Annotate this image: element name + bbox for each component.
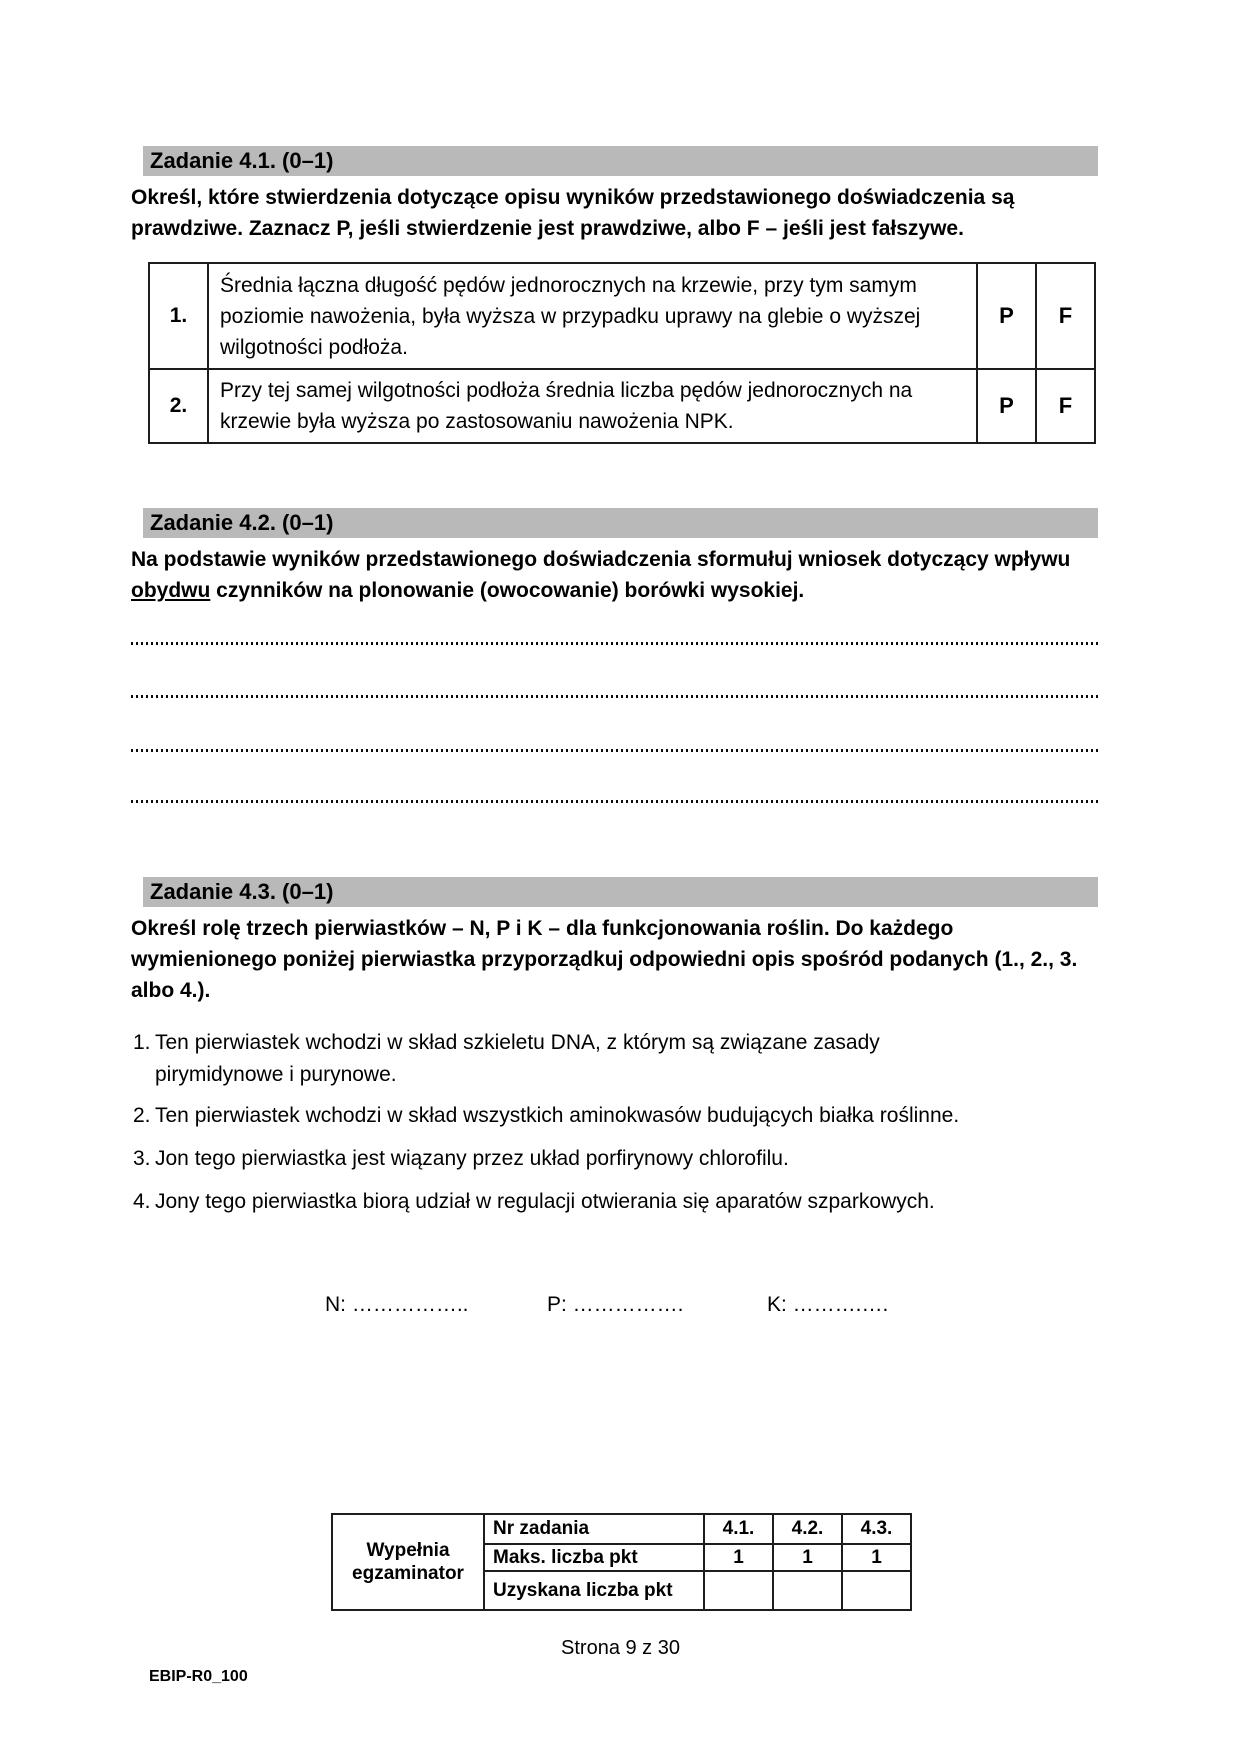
answer-write-line[interactable] [131,800,1098,803]
option-number: 3. [133,1147,151,1170]
task-4-3-instruction: Określ rolę trzech pierwiastków – N, P i K – dla funkcjonowania roślin. Do każdego wymienionego poniżej pierwiastka przyporządkuj odpowiedni opis spośród podanych (1., 2., 3. albo 4.). [131,917,1078,1002]
list-item [133,1186,1098,1218]
task-4-1-header [143,146,1098,176]
true-false-table [148,262,1096,444]
task-number-cell: 4.1. [704,1514,773,1544]
task-4-3-header [143,877,1098,907]
option-text: Jon tego pierwiastka jest wiązany przez układ porfirynowy chlorofilu. [155,1147,789,1170]
document-code-label: EBIP-R0_100 [149,1668,248,1685]
list-item [133,1027,1098,1091]
option-text: Jony tego pierwiastka biorą udział w regulacji otwierania się aparatów szparkowych. [155,1190,935,1213]
list-item [133,1143,1098,1175]
task-4-1-header-label: Zadanie 4.1. (0–1) [150,148,334,173]
instruction-text: czynników na plonowanie (owocowanie) borówki wysokiej. [210,579,805,602]
answer-write-line[interactable] [131,642,1098,645]
answer-field-n[interactable]: N: …………….. [325,1293,469,1316]
obtained-points-cell [773,1571,842,1610]
task-4-1-instruction: Określ, które stwierdzenia dotyczące opisu wyników przedstawionego doświadczenia są prawdziwe. Zaznacz P, jeśli stwierdzenie jest prawdziwe, albo F – jeśli jest fałszywe. [131,186,1015,240]
answer-write-line[interactable] [131,749,1098,752]
option-text: Ten pierwiastek wchodzi w skład wszystkich aminokwasów budujących białka roślinne. [155,1104,960,1127]
score-row-label: Nr zadania [484,1514,704,1544]
option-text [155,1027,1098,1091]
instruction-text: Na podstawie wyników przedstawionego doświadczenia sformułuj wniosek dotyczący wpływu [131,548,1071,571]
task-4-2-header-label: Zadanie 4.2. (0–1) [150,510,334,535]
max-points-cell: 1 [773,1544,842,1571]
max-points-cell: 1 [704,1544,773,1571]
false-option-cell[interactable]: F [1036,369,1095,443]
option-number: 1. [133,1031,151,1054]
true-option-cell[interactable]: P [977,263,1036,369]
answer-field-p[interactable]: P: ……………. [547,1293,684,1316]
task-number-cell: 4.3. [842,1514,911,1544]
option-number: 4. [133,1190,151,1213]
answer-field-k[interactable]: K: ……….…. [767,1293,889,1316]
true-option-cell[interactable]: P [977,369,1036,443]
table-row [149,369,1095,443]
task-number-cell: 4.2. [773,1514,842,1544]
max-points-cell: 1 [842,1544,911,1571]
statement-text: Przy tej samej wilgotności podłoża średnia liczba pędów jednorocznych na krzewie była wyższa po zastosowaniu nawożenia NPK. [208,369,977,443]
table-row [332,1514,911,1544]
answer-write-line[interactable] [131,695,1098,698]
page-number-label: Strona 9 z 30 [561,1637,680,1659]
statement-number: 1. [149,263,208,369]
underlined-word: obydwu [131,579,211,602]
task-4-2-header [143,508,1098,538]
false-option-cell[interactable]: F [1036,263,1095,369]
task-4-3-header-label: Zadanie 4.3. (0–1) [150,879,334,904]
obtained-points-cell [704,1571,773,1610]
examiner-fills-label: Wypełnia egzaminator [332,1514,484,1610]
score-row-label: Maks. liczba pkt [484,1544,704,1571]
obtained-points-cell [842,1571,911,1610]
option-number: 2. [133,1104,151,1127]
list-item [133,1100,1098,1132]
task-4-2-instruction [131,544,1099,606]
table-row [149,263,1095,369]
statement-text: Średnia łączna długość pędów jednorocznych na krzewie, przy tym samym poziomie nawożenia, była wyższa w przypadku uprawy na glebie o wyższej wilgotności podłoża. [208,263,977,369]
statement-number: 2. [149,369,208,443]
option-line: pirymidynowe i purynowe. [155,1063,397,1086]
examiner-score-table [331,1513,912,1611]
option-line: Ten pierwiastek wchodzi w skład szkieletu DNA, z którym są związane zasady [155,1031,880,1054]
score-row-label: Uzyskana liczba pkt [484,1571,704,1610]
